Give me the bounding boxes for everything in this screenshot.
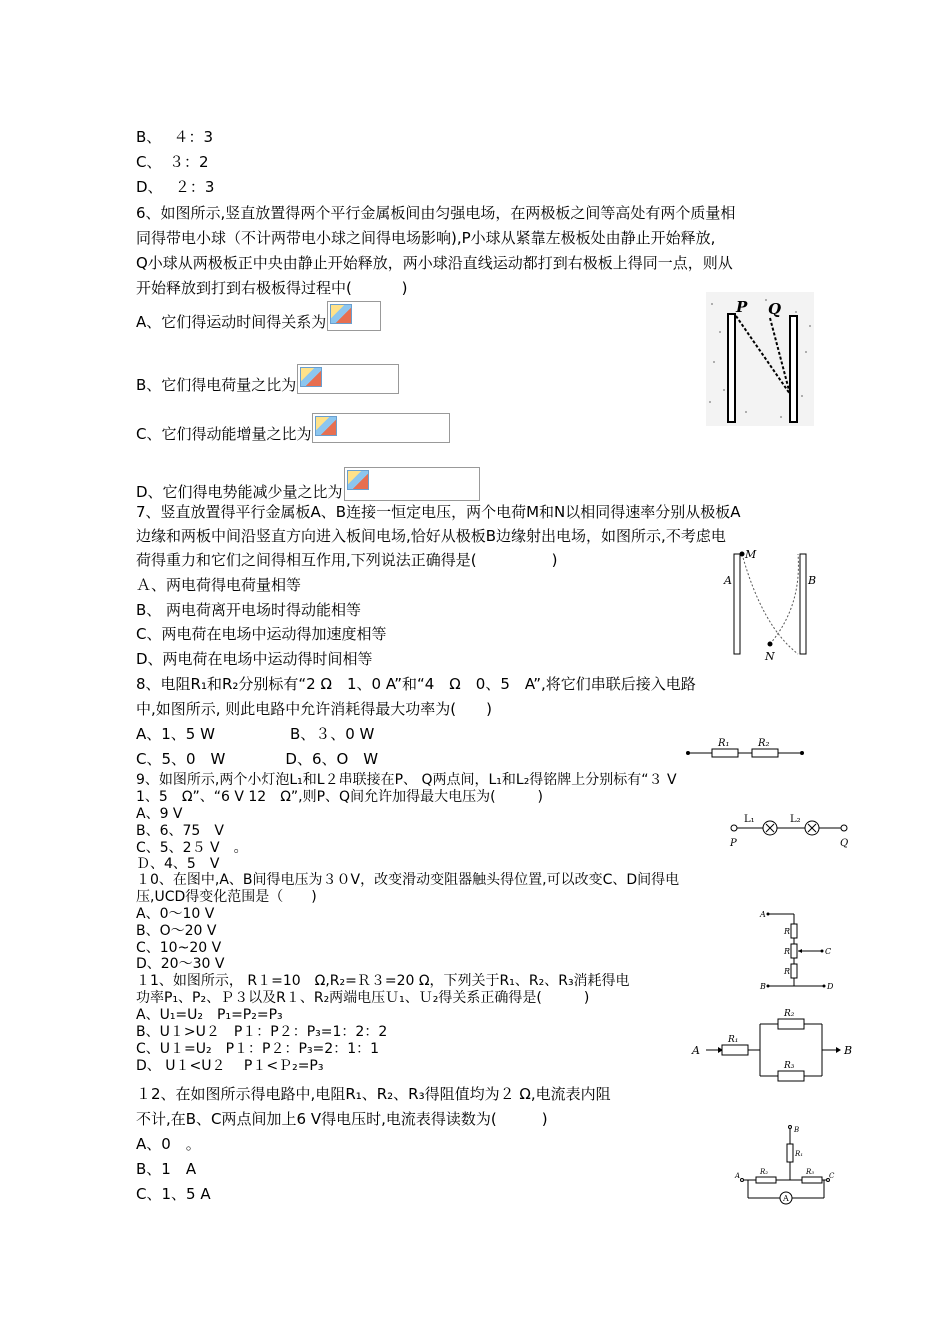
- label-p: P: [730, 838, 737, 849]
- q6-figure: [706, 292, 814, 426]
- q7-stem-1: 7、竖直放置得平行金属板A、B连接一恒定电压，两个电荷M和N以相同得速率分别从极板A: [136, 503, 741, 521]
- terminal: [686, 751, 690, 755]
- q10-stem-2: 压,UCD得变化范围是（ ): [136, 889, 317, 905]
- label-d: D: [827, 982, 834, 990]
- q8-options-cd: C、5、0 W D、6、O W: [136, 750, 379, 768]
- q7-stem-3: 荷得重力和它们之间得相互作用,下列说法正确得是( ): [136, 551, 558, 569]
- label-r2: R₂: [758, 738, 770, 749]
- label-q: Q: [768, 300, 782, 318]
- label-n: N: [765, 650, 775, 663]
- q6-option-c: [136, 413, 450, 443]
- label-r3: R₃: [806, 1168, 815, 1176]
- option-c-prev: C、 ３：2: [136, 153, 209, 171]
- label-c: C: [829, 1172, 835, 1180]
- label-r1: R₁: [718, 738, 730, 749]
- q8-figure: [684, 734, 808, 760]
- q6-option-d-text: D、它们得电势能减少量之比为: [136, 483, 343, 501]
- charge-m: [740, 552, 745, 557]
- q6-option-a: [136, 313, 381, 331]
- q12-figure: [734, 1122, 836, 1212]
- label-l2: L₂: [790, 814, 801, 825]
- right-plate: [790, 316, 797, 422]
- label-r2: R: [784, 947, 791, 956]
- terminal-d: [823, 985, 826, 988]
- left-plate: [728, 314, 735, 422]
- q9-option-d: Ｄ、4、5 V: [136, 856, 220, 872]
- q12-option-c: C、1、5 A: [136, 1185, 211, 1203]
- q11-figure: [690, 1000, 862, 1082]
- terminal-b: [789, 1126, 792, 1129]
- label-r1: R₁: [795, 1150, 804, 1158]
- label-a: A: [724, 574, 732, 587]
- q7-figure: [722, 546, 822, 666]
- q12-stem-2: 不计,在B、C两点间加上6 V得电压时,电流表得读数为( ): [136, 1110, 548, 1128]
- label-c: C: [825, 947, 832, 956]
- q10-option-c: C、10~20 V: [136, 940, 222, 956]
- q6-option-c-text: C、它们得动能增量之比为: [136, 425, 312, 443]
- q6-stem-2: 同得带电小球（不计两带电小球之间得电场影响),P小球从紧靠左极板处由静止开始释放,: [136, 229, 716, 247]
- charge-n: [768, 642, 773, 647]
- q11-option-b: B、U１>U２ P１：P２：P₃=1：2：2: [136, 1024, 388, 1040]
- label-b: B: [794, 1126, 800, 1134]
- label-r3: R: [784, 967, 791, 976]
- q8-stem-1: 8、电阻R₁和R₂分别标有“2 Ω 1、0 A”和“4 Ω 0、5 A”,将它们串联后接入电路: [136, 675, 696, 693]
- q12-stem-1: １2、在如图所示得电路中,电阻R₁、R₂、R₃得阻值均为２ Ω,电流表内阻: [136, 1085, 611, 1103]
- plate-a: [734, 554, 740, 654]
- q11-option-c: C、U１=U₂ P１：P２：P₃=2：1：1: [136, 1041, 380, 1057]
- q9-option-a: A、9 V: [136, 806, 183, 822]
- label-a: A: [760, 910, 766, 919]
- q9-option-c: C、5、2５ V 。: [136, 840, 248, 856]
- q10-option-d: D、20～30 V: [136, 956, 225, 972]
- terminal-b: [767, 985, 770, 988]
- q10-option-a: A、0～10 V: [136, 906, 215, 922]
- q7-stem-2: 边缘和两板中间沿竖直方向进入板间电场,恰好从极板B边缘射出电场，如图所示,不考虑电: [136, 527, 726, 545]
- q12-option-a: A、0 。: [136, 1135, 201, 1153]
- q6-option-d: [136, 467, 480, 501]
- label-a: A: [735, 1172, 741, 1180]
- terminal-p: [731, 825, 737, 831]
- label-b: B: [844, 1044, 853, 1057]
- terminal-a: [767, 913, 770, 916]
- q11-stem-2: 功率P₁、P₂、Ｐ３以及R１、R₂两端电压Ｕ₁、Ｕ₂得关系正确得是( ): [136, 990, 590, 1006]
- plate-b: [800, 554, 806, 654]
- q7-option-d: D、两电荷在电场中运动得时间相等: [136, 650, 373, 668]
- terminal-c: [821, 950, 824, 953]
- label-l1: L₁: [744, 814, 755, 825]
- label-r1: R: [784, 927, 791, 936]
- q9-stem-1: 9、如图所示,两个小灯泡L₁和L２串联接在P、 Q两点间，L₁和L₂得铭牌上分别标有“３ V: [136, 772, 677, 788]
- q12-option-b: B、1 A: [136, 1160, 197, 1178]
- q7-option-b: B、 两电荷离开电场时得动能相等: [136, 601, 362, 619]
- resistor-1: [791, 924, 797, 938]
- q7-option-a: Ａ、两电荷得电荷量相等: [136, 576, 302, 594]
- label-b: B: [808, 574, 817, 587]
- broken-image-icon: [344, 467, 480, 501]
- q11-stem-1: １1、如图所示， R１=10 Ω,R₂=Ｒ３=20 Ω，下列关于R₁、R₂、R₃消耗得电: [136, 973, 630, 989]
- m-trajectory: [742, 554, 798, 654]
- resistor-r3: [778, 1071, 804, 1081]
- q9-option-b: B、6、75 V: [136, 823, 224, 839]
- label-q: Q: [840, 838, 849, 849]
- resistor-2: [791, 944, 797, 958]
- broken-image-icon: [327, 301, 381, 331]
- terminal: [800, 751, 804, 755]
- q10-option-b: B、O～20 V: [136, 923, 217, 939]
- broken-image-icon: [297, 364, 399, 394]
- terminal-q: [841, 825, 847, 831]
- q6-stem-3: Q小球从两极板正中央由静止开始释放，两小球沿直线运动都打到右极板上得同一点，则从: [136, 254, 733, 272]
- q10-figure: [758, 906, 838, 990]
- q11-option-d: D、 U１<U２ P１<Ｐ₂=P₃: [136, 1058, 324, 1074]
- resistor-r2: [778, 1019, 804, 1029]
- q9-stem-2: 1、5 Ω”、“6 V 12 Ω”,则P、Q间允许加得最大电压为( ): [136, 789, 544, 805]
- label-b: B: [760, 982, 766, 990]
- option-d-prev: D、 ２：3: [136, 178, 215, 196]
- option-b-prev: B、 ４：3: [136, 128, 214, 146]
- resistor-r1: [712, 749, 738, 757]
- q6-stem-1: 6、如图所示,竖直放置得两个平行金属板间由匀强电场，在两极板之间等高处有两个质量相: [136, 204, 736, 222]
- label-r2: R₂: [784, 1009, 795, 1019]
- q6-option-b: [136, 364, 399, 394]
- label-a: A: [692, 1044, 700, 1057]
- q11-option-a: A、U₁=U₂ P₁=P₂=P₃: [136, 1007, 283, 1023]
- label-m: M: [745, 548, 757, 561]
- q6-option-a-text: A、它们得运动时间得关系为: [136, 313, 327, 331]
- q9-figure: [728, 812, 852, 850]
- q10-stem-1: １0、在图中,A、B间得电压为３０V，改变滑动变阻器触头得位置,可以改变C、D间得电: [136, 872, 680, 888]
- label-r1: R₁: [728, 1035, 739, 1045]
- label-p: P: [736, 298, 748, 316]
- label-r3: R₃: [784, 1061, 795, 1071]
- q6-option-b-text: B、它们得电荷量之比为: [136, 376, 297, 394]
- q7-option-c: C、两电荷在电场中运动得加速度相等: [136, 625, 387, 643]
- slider-arrow-icon: [798, 949, 802, 953]
- broken-image-icon: [312, 413, 450, 443]
- resistor-r1: [787, 1144, 793, 1162]
- resistor-r2: [756, 1177, 776, 1183]
- label-meter: A: [783, 1194, 789, 1203]
- resistor-r2: [752, 749, 778, 757]
- resistor-3: [791, 964, 797, 978]
- label-r2: R₂: [760, 1168, 769, 1176]
- n-trajectory: [770, 554, 798, 644]
- q6-stem-4: 开始释放到打到右极板得过程中( ): [136, 279, 408, 297]
- arrow-out-icon: [836, 1047, 841, 1053]
- resistor-r3: [802, 1177, 822, 1183]
- q8-options-ab: A、1、5 W B、３、0 W: [136, 725, 375, 743]
- q8-stem-2: 中,如图所示, 则此电路中允许消耗得最大功率为( ): [136, 700, 493, 718]
- resistor-r1: [722, 1045, 748, 1055]
- terminal-a: [741, 1179, 744, 1182]
